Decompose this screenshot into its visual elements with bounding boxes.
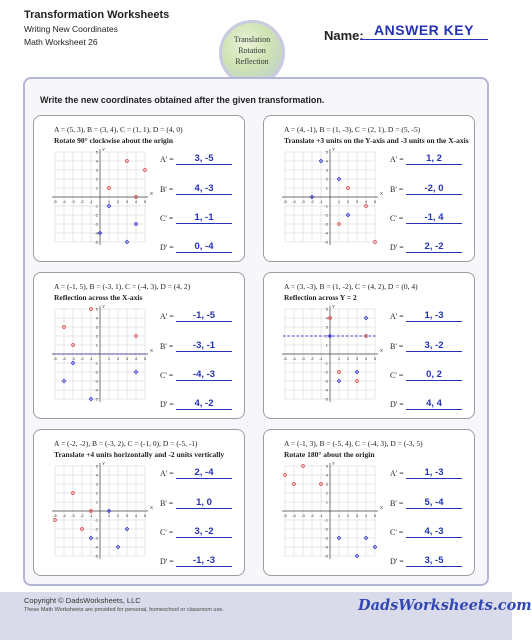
y-tick-label: 1 — [325, 499, 328, 505]
answer-label: B' = — [160, 342, 174, 351]
badge-rotation: Rotation — [238, 46, 266, 55]
answer-value[interactable]: 3, -2 — [406, 340, 462, 352]
x-tick-label: 3 — [125, 199, 129, 204]
y-tick-label: 2 — [95, 333, 98, 339]
answer-value[interactable]: 1, -3 — [406, 467, 462, 479]
answer-row — [390, 340, 472, 354]
answer-label: A' = — [390, 312, 404, 321]
y-tick-label: 2 — [95, 176, 98, 182]
answer-label: C' = — [160, 528, 174, 537]
problem-card — [263, 429, 475, 576]
answer-value[interactable]: 4, 4 — [406, 398, 462, 410]
y-axis-label: Y — [332, 147, 336, 152]
coordinate-grid — [42, 147, 158, 253]
problem-points: A = (-1, 5), B = (-3, 1), C = (-4, 3), D = (4, 2) — [54, 282, 191, 291]
y-tick-label: -3 — [94, 535, 98, 541]
x-tick-label: 3 — [125, 356, 129, 361]
answer-value[interactable]: -4, -3 — [176, 369, 232, 381]
answer-value[interactable]: 3, -5 — [406, 555, 462, 567]
name-label: Name: — [324, 28, 364, 43]
y-tick-label: -1 — [94, 360, 98, 366]
x-axis-label: X — [380, 191, 384, 196]
x-tick-label: 3 — [355, 199, 359, 204]
x-tick-label: -2 — [80, 356, 84, 361]
badge-reflection: Reflection — [235, 57, 269, 66]
answer-row — [160, 526, 242, 540]
y-tick-label: 2 — [95, 490, 98, 496]
y-tick-label: -5 — [94, 396, 98, 402]
x-tick-label: 3 — [125, 513, 129, 518]
x-tick-label: -4 — [62, 199, 66, 204]
y-tick-label: 4 — [325, 472, 328, 478]
answer-label: B' = — [390, 499, 404, 508]
x-tick-label: 1 — [107, 356, 111, 361]
problem-card — [33, 429, 245, 576]
answer-value[interactable]: -3, -1 — [176, 340, 232, 352]
x-tick-label: -5 — [53, 356, 57, 361]
y-tick-label: -2 — [94, 526, 98, 532]
y-tick-label: -1 — [324, 517, 328, 523]
answer-row — [160, 212, 242, 226]
answer-value[interactable]: -1, 4 — [406, 212, 462, 224]
answer-row — [390, 241, 472, 255]
x-tick-label: -1 — [319, 356, 323, 361]
problem-card — [263, 115, 475, 262]
answer-value[interactable]: -1, -3 — [176, 555, 232, 567]
x-axis-label: X — [380, 348, 384, 353]
problem-card — [33, 115, 245, 262]
x-tick-label: -3 — [301, 513, 305, 518]
answer-label: A' = — [160, 155, 174, 164]
x-tick-label: 5 — [143, 513, 147, 518]
problem-points: A = (-1, 3), B = (-5, 4), C = (-4, 3), D = (-3, 5) — [284, 439, 423, 448]
x-tick-label: 1 — [337, 199, 341, 204]
y-tick-label: 5 — [95, 149, 98, 155]
answer-row — [160, 398, 242, 412]
answer-row — [160, 467, 242, 481]
x-tick-label: 4 — [134, 513, 138, 518]
y-tick-label: 2 — [325, 333, 328, 339]
x-axis-label: X — [150, 505, 154, 510]
answer-value[interactable]: 3, -5 — [176, 153, 232, 165]
x-tick-label: -5 — [283, 199, 287, 204]
x-tick-label: -4 — [62, 356, 66, 361]
problem-points: A = (-2, -2), B = (-3, 2), C = (-1, 0), D = (-5, -1) — [54, 439, 198, 448]
x-tick-label: 5 — [373, 199, 377, 204]
problem-points: A = (3, -3), B = (1, -2), C = (4, 2), D = (0, 4) — [284, 282, 418, 291]
y-tick-label: 5 — [95, 463, 98, 469]
answer-label: A' = — [390, 155, 404, 164]
y-tick-label: -5 — [94, 239, 98, 245]
y-axis-label: Y — [332, 461, 336, 466]
y-axis-label: Y — [332, 304, 336, 309]
x-tick-label: 2 — [346, 356, 350, 361]
answer-value[interactable]: 2, -2 — [406, 241, 462, 253]
y-tick-label: 4 — [325, 315, 328, 321]
x-tick-label: -2 — [310, 199, 314, 204]
usage-note: These Math Worksheets are provided for personal, homeschool or classroom use. — [24, 607, 224, 613]
answer-value[interactable]: 1, -3 — [406, 310, 462, 322]
answer-label: D' = — [160, 557, 174, 566]
y-tick-label: 1 — [325, 185, 328, 191]
x-axis-label: X — [150, 348, 154, 353]
answer-label: A' = — [390, 469, 404, 478]
answer-row — [390, 398, 472, 412]
problem-operation: Translate +4 units horizontally and -2 units vertically — [54, 450, 225, 459]
x-tick-label: 5 — [373, 356, 377, 361]
y-tick-label: -4 — [94, 544, 98, 550]
y-tick-label: 4 — [95, 158, 98, 164]
problem-card — [263, 272, 475, 419]
x-tick-label: 2 — [116, 513, 120, 518]
x-tick-label: -3 — [301, 356, 305, 361]
problem-operation: Rotate 90° clockwise about the origin — [54, 136, 174, 145]
answer-value[interactable]: 4, -3 — [406, 526, 462, 538]
answer-label: A' = — [160, 312, 174, 321]
x-tick-label: -2 — [80, 513, 84, 518]
answer-row — [160, 241, 242, 255]
y-tick-label: -5 — [324, 239, 328, 245]
worksheet-subtitle: Writing New Coordinates — [24, 24, 118, 34]
y-tick-label: 3 — [95, 167, 98, 173]
answer-row — [390, 369, 472, 383]
x-tick-label: -4 — [292, 199, 296, 204]
answer-row — [390, 183, 472, 197]
y-tick-label: -3 — [324, 535, 328, 541]
y-tick-label: 3 — [325, 481, 328, 487]
answer-row — [390, 467, 472, 481]
y-tick-label: 5 — [325, 306, 328, 312]
answer-label: C' = — [390, 371, 404, 380]
y-tick-label: -4 — [324, 387, 328, 393]
x-tick-label: -2 — [80, 199, 84, 204]
badge-translation: Translation — [233, 35, 271, 44]
x-tick-label: -4 — [62, 513, 66, 518]
answer-value[interactable]: 1, -1 — [176, 212, 232, 224]
x-tick-label: 1 — [107, 199, 111, 204]
y-tick-label: 5 — [325, 463, 328, 469]
coordinate-grid — [272, 147, 388, 253]
y-tick-label: -1 — [94, 517, 98, 523]
problem-points: A = (4, -1), B = (1, -3), C = (2, 1), D = (5, -5) — [284, 125, 421, 134]
y-tick-label: -3 — [94, 221, 98, 227]
x-tick-label: 4 — [364, 199, 368, 204]
problem-operation: Reflection across the X-axis — [54, 293, 143, 302]
y-tick-label: -2 — [94, 369, 98, 375]
x-tick-label: 4 — [134, 199, 138, 204]
answer-value[interactable]: 5, -4 — [406, 497, 462, 509]
coordinate-grid — [42, 461, 158, 567]
x-tick-label: 4 — [364, 356, 368, 361]
x-tick-label: 5 — [143, 199, 147, 204]
y-tick-label: -5 — [324, 396, 328, 402]
y-tick-label: -4 — [324, 544, 328, 550]
x-tick-label: 5 — [373, 513, 377, 518]
answer-value[interactable]: -2, 0 — [406, 183, 462, 195]
answer-row — [390, 555, 472, 569]
x-tick-label: -1 — [319, 513, 323, 518]
problem-operation: Rotate 180° about the origin — [284, 450, 375, 459]
x-tick-label: 1 — [337, 356, 341, 361]
x-tick-label: -1 — [89, 199, 93, 204]
x-tick-label: 2 — [346, 199, 350, 204]
answer-row — [390, 212, 472, 226]
x-tick-label: 4 — [134, 356, 138, 361]
y-tick-label: 3 — [95, 324, 98, 330]
answer-value[interactable]: 2, -4 — [176, 467, 232, 479]
answer-value[interactable]: 1, 2 — [406, 153, 462, 165]
x-tick-label: 2 — [116, 356, 120, 361]
y-tick-label: 1 — [95, 185, 98, 191]
x-tick-label: -4 — [292, 356, 296, 361]
answer-label: C' = — [390, 214, 404, 223]
y-axis-label: Y — [102, 461, 106, 466]
y-tick-label: 3 — [325, 324, 328, 330]
answer-label: C' = — [390, 528, 404, 537]
answer-value[interactable]: -1, -5 — [176, 310, 232, 322]
x-tick-label: 1 — [337, 513, 341, 518]
answer-row — [160, 340, 242, 354]
y-tick-label: -3 — [94, 378, 98, 384]
coordinate-grid — [272, 461, 388, 567]
site-logo[interactable]: DadsWorksheets.com — [358, 597, 532, 614]
answer-row — [160, 183, 242, 197]
answer-label: D' = — [390, 243, 404, 252]
x-tick-label: 4 — [364, 513, 368, 518]
x-tick-label: -5 — [283, 513, 287, 518]
y-tick-label: 4 — [95, 472, 98, 478]
answer-label: D' = — [390, 557, 404, 566]
answer-label: B' = — [160, 185, 174, 194]
answer-key-field[interactable]: ANSWER KEY — [360, 22, 488, 40]
x-tick-label: -4 — [292, 513, 296, 518]
y-tick-label: 1 — [325, 342, 328, 348]
answer-row — [160, 555, 242, 569]
y-tick-label: -3 — [324, 221, 328, 227]
answer-row — [390, 310, 472, 324]
x-tick-label: -3 — [301, 199, 305, 204]
x-tick-label: -2 — [310, 513, 314, 518]
answer-label: B' = — [390, 342, 404, 351]
y-tick-label: -3 — [324, 378, 328, 384]
answer-row — [160, 153, 242, 167]
answer-value[interactable]: 1, 0 — [176, 497, 232, 509]
x-tick-label: 5 — [143, 356, 147, 361]
answer-label: B' = — [390, 185, 404, 194]
worksheet-number: Math Worksheet 26 — [24, 37, 98, 47]
x-tick-label: -1 — [319, 199, 323, 204]
answer-row — [390, 153, 472, 167]
x-tick-label: -1 — [89, 356, 93, 361]
answer-label: C' = — [160, 371, 174, 380]
answer-label: D' = — [160, 400, 174, 409]
answer-row — [390, 497, 472, 511]
worksheet-title: Transformation Worksheets — [24, 9, 170, 21]
x-tick-label: 3 — [355, 513, 359, 518]
answer-value[interactable]: 4, -2 — [176, 398, 232, 410]
coordinate-grid — [42, 304, 158, 410]
answer-row — [160, 369, 242, 383]
y-tick-label: -4 — [94, 387, 98, 393]
y-tick-label: -2 — [94, 212, 98, 218]
y-tick-label: 5 — [325, 149, 328, 155]
x-tick-label: -5 — [53, 513, 57, 518]
x-tick-label: -3 — [71, 356, 75, 361]
y-tick-label: -2 — [324, 212, 328, 218]
y-tick-label: -4 — [94, 230, 98, 236]
problem-points: A = (5, 3), B = (3, 4), C = (1, 1), D = (4, 0) — [54, 125, 183, 134]
problem-operation: Reflection across Y = 2 — [284, 293, 357, 302]
y-tick-label: 1 — [95, 499, 98, 505]
answer-row — [160, 497, 242, 511]
answer-label: B' = — [160, 499, 174, 508]
y-tick-label: 3 — [325, 167, 328, 173]
x-tick-label: 2 — [346, 513, 350, 518]
x-tick-label: 2 — [116, 199, 120, 204]
y-tick-label: -5 — [94, 553, 98, 559]
x-axis-label: X — [150, 191, 154, 196]
x-axis-label: X — [380, 505, 384, 510]
answer-value[interactable]: 0, -4 — [176, 241, 232, 253]
y-tick-label: -1 — [324, 203, 328, 209]
x-tick-label: -5 — [53, 199, 57, 204]
x-tick-label: 1 — [107, 513, 111, 518]
y-tick-label: -5 — [324, 553, 328, 559]
y-tick-label: -1 — [324, 360, 328, 366]
y-axis-label: Y — [102, 304, 106, 309]
problem-operation: Translate +3 units on the Y-axis and -3 units on the X-axis — [284, 136, 469, 145]
coordinate-grid — [272, 304, 388, 410]
answer-label: D' = — [160, 243, 174, 252]
answer-value[interactable]: 3, -2 — [176, 526, 232, 538]
x-tick-label: -2 — [310, 356, 314, 361]
y-tick-label: 4 — [95, 315, 98, 321]
copyright-text: Copyright © DadsWorksheets, LLC — [24, 596, 141, 605]
y-tick-label: 1 — [95, 342, 98, 348]
x-tick-label: -3 — [71, 513, 75, 518]
y-tick-label: 2 — [325, 176, 328, 182]
answer-row — [390, 526, 472, 540]
answer-label: D' = — [390, 400, 404, 409]
instruction-text: Write the new coordinates obtained after the given transformation. — [40, 95, 325, 105]
y-tick-label: 3 — [95, 481, 98, 487]
x-tick-label: -3 — [71, 199, 75, 204]
problem-card — [33, 272, 245, 419]
x-tick-label: 3 — [355, 356, 359, 361]
x-tick-label: -5 — [283, 356, 287, 361]
y-tick-label: -4 — [324, 230, 328, 236]
y-tick-label: 2 — [325, 490, 328, 496]
answer-value[interactable]: 4, -3 — [176, 183, 232, 195]
y-axis-label: Y — [102, 147, 106, 152]
answer-label: A' = — [160, 469, 174, 478]
answer-row — [160, 310, 242, 324]
y-tick-label: -1 — [94, 203, 98, 209]
answer-value[interactable]: 0, 2 — [406, 369, 462, 381]
x-tick-label: -1 — [89, 513, 93, 518]
y-tick-label: 4 — [325, 158, 328, 164]
y-tick-label: -2 — [324, 369, 328, 375]
y-tick-label: -2 — [324, 526, 328, 532]
y-tick-label: 5 — [95, 306, 98, 312]
answer-label: C' = — [160, 214, 174, 223]
